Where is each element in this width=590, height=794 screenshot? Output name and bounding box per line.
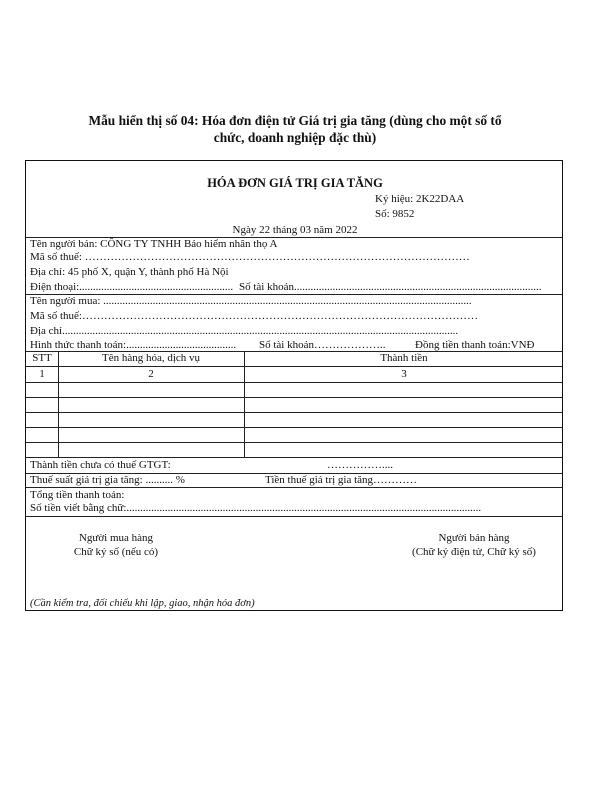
- buyer-signature-title: Người mua hàng: [78, 532, 154, 544]
- divider-totals: [26, 516, 562, 517]
- amount-in-words: Số tiền viết bằng chữ:.................................................................................................................................: [30, 502, 482, 514]
- table-bottom-border: [26, 457, 562, 458]
- table-row-line: [26, 397, 562, 398]
- seller-account: Số tài khoản..........................................................................................: [239, 281, 542, 293]
- index-cell-2: 2: [148, 368, 154, 380]
- payment-currency: Đồng tiền thanh toán:VNĐ: [415, 339, 535, 351]
- pre-tax-total-dots: ……………....: [327, 459, 393, 471]
- seller-address: Địa chỉ: 45 phố X, quận Y, thành phố Hà Nội: [30, 266, 229, 278]
- buyer-name: Tên người mua: ......................................................................................................................................: [30, 295, 472, 307]
- vat-amount: Tiền thuế giá trị gia tăng…………: [265, 474, 418, 486]
- form-caption-line-2: chức, doanh nghiệp đặc thù): [213, 130, 377, 145]
- table-column-divider: [244, 351, 245, 457]
- buyer-tax-code: Mã số thuế:………………………………………………………………………………………………: [30, 310, 478, 322]
- verification-note: (Cần kiểm tra, đối chiếu khi lập, giao, nhận hóa đơn): [30, 598, 255, 609]
- index-cell-1: 1: [39, 368, 45, 380]
- form-caption: [40, 112, 550, 146]
- seller-signature-block: [394, 531, 554, 559]
- buyer-signature-note: Chữ ký số (nếu có): [73, 546, 159, 558]
- invoice-date: Ngày 22 tháng 03 năm 2022: [232, 224, 358, 236]
- invoice-symbol: Ký hiệu: 2K22DAA: [375, 193, 465, 205]
- col-header-stt: STT: [32, 352, 52, 364]
- pre-tax-total-label: Thành tiền chưa có thuế GTGT:: [30, 459, 171, 471]
- buyer-signature-block: [46, 531, 186, 559]
- seller-name: Tên người bán: CÔNG TY TNHH Bảo hiểm nhân thọ A: [30, 238, 278, 250]
- table-row-line: [26, 427, 562, 428]
- table-column-divider: [58, 351, 59, 457]
- buyer-account: Số tài khoản………………..: [259, 339, 386, 351]
- buyer-payment-method: Hình thức thanh toán:........................................: [30, 339, 237, 351]
- table-row-line: [26, 412, 562, 413]
- buyer-address: Địa chỉ................................................................................................................................................: [30, 325, 459, 337]
- form-caption-line-1: Mẫu hiển thị số 04: Hóa đơn điện tử Giá trị gia tăng (dùng cho một số tổ: [88, 113, 502, 128]
- seller-tax-code: Mã số thuế: ……………………………………………………………………………………………: [30, 251, 470, 263]
- table-row-line: [26, 382, 562, 383]
- invoice-frame: [25, 160, 563, 611]
- vat-rate: Thuế suất giá trị gia tăng: .......... %: [30, 474, 185, 486]
- table-row-line: [26, 442, 562, 443]
- divider-vat: [26, 487, 562, 488]
- table-row-line: [26, 366, 562, 367]
- col-header-amount: Thành tiền: [380, 352, 428, 364]
- col-header-item-name: Tên hàng hóa, dịch vụ: [101, 352, 201, 364]
- seller-phone: Điện thoại:........................................................: [30, 281, 234, 293]
- invoice-number: Số: 9852: [375, 208, 415, 220]
- invoice-title: HÓA ĐƠN GIÁ TRỊ GIA TĂNG: [207, 176, 383, 190]
- seller-signature-note: (Chữ ký điện tử, Chữ ký số): [412, 546, 536, 558]
- grand-total-label: Tổng tiền thanh toán:: [30, 489, 125, 501]
- seller-signature-title: Người bán hàng: [438, 532, 510, 544]
- index-cell-3: 3: [401, 368, 407, 380]
